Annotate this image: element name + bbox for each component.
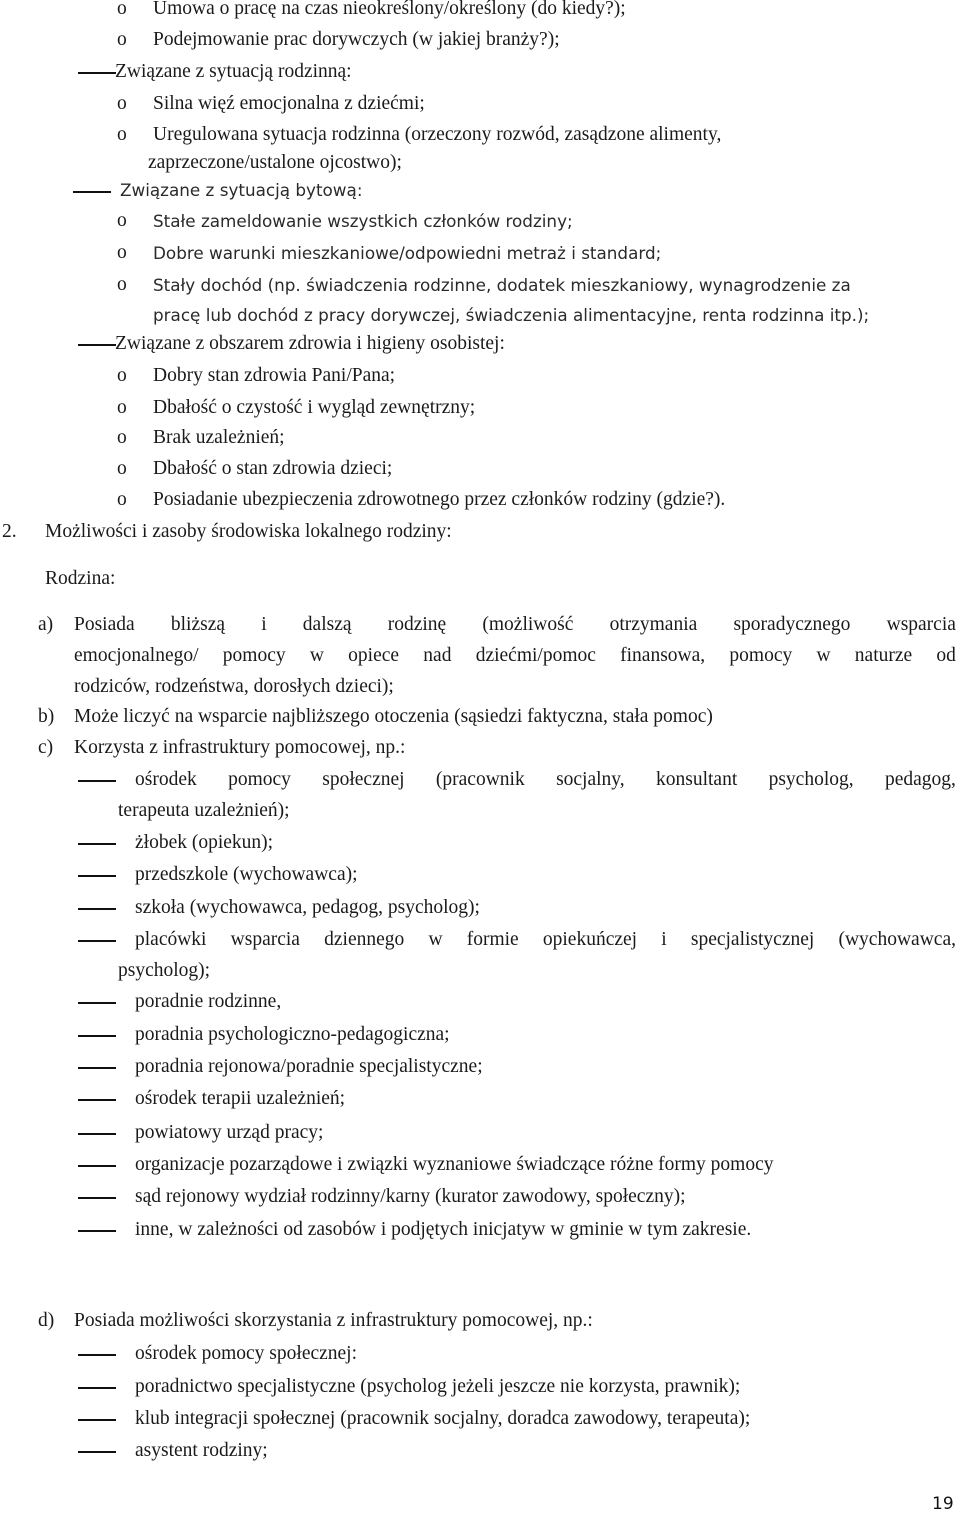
- bullet-circle: o: [117, 489, 127, 510]
- text-line: emocjonalnego/ pomocy w opiece nad dziećmi/pomoc finansowa, pomocy w naturze od: [74, 645, 956, 666]
- list-marker-b: b): [38, 706, 55, 727]
- text-line: Posiada bliższą i dalszą rodzinę (możliwość otrzymania sporadycznego wsparcia: [74, 614, 956, 635]
- text-line: Stałe zameldowanie wszystkich członków rodziny;: [153, 211, 573, 231]
- dash-bullet: [73, 191, 111, 193]
- dash-bullet: [78, 908, 116, 910]
- text-line: ośrodek pomocy społecznej:: [135, 1343, 358, 1364]
- dash-bullet: [78, 940, 116, 942]
- dash-bullet: [78, 72, 116, 74]
- text-line: powiatowy urząd pracy;: [135, 1122, 324, 1143]
- section-title: Możliwości i zasoby środowiska lokalnego rodziny:: [45, 521, 452, 542]
- text-line: terapeuta uzależnień);: [118, 800, 290, 821]
- bullet-circle: o: [117, 427, 127, 448]
- text-line: Umowa o pracę na czas nieokreślony/określony (do kiedy?);: [153, 0, 626, 19]
- text-line: Dbałość o stan zdrowia dzieci;: [153, 458, 393, 479]
- text-line: pracę lub dochód z pracy dorywczej, świadczenia alimentacyjne, renta rodzinna itp.);: [153, 305, 870, 325]
- section-heading: Związane z sytuacją bytową:: [120, 180, 363, 200]
- text-line: Uregulowana sytuacja rodzinna (orzeczony rozwód, zasądzone alimenty,: [153, 124, 722, 145]
- dash-bullet: [78, 1451, 116, 1453]
- text-line: poradnie rodzinne,: [135, 991, 282, 1012]
- bullet-circle: o: [117, 458, 127, 479]
- text-line: poradnia rejonowa/poradnie specjalistyczne;: [135, 1056, 483, 1077]
- bullet-circle: o: [117, 365, 127, 386]
- section-heading: Związane z obszarem zdrowia i higieny osobistej:: [115, 333, 505, 354]
- text-line: Dobry stan zdrowia Pani/Pana;: [153, 365, 396, 386]
- text-line: poradnia psychologiczno-pedagogiczna;: [135, 1024, 450, 1045]
- dash-bullet: [78, 843, 116, 845]
- dash-bullet: [78, 1230, 116, 1232]
- dash-bullet: [78, 875, 116, 877]
- text-line: psycholog);: [118, 960, 211, 981]
- text-line: placówki wsparcia dziennego w formie opiekuńczej i specjalistycznej (wychowawca,: [135, 929, 956, 950]
- text-line: Posiadanie ubezpieczenia zdrowotnego przez członków rodziny (gdzie?).: [153, 489, 726, 510]
- list-marker-d: d): [38, 1310, 55, 1331]
- dash-bullet: [78, 1165, 116, 1167]
- bullet-circle: o: [117, 210, 127, 231]
- text-line: zaprzeczone/ustalone ojcostwo);: [148, 152, 402, 173]
- dash-bullet: [78, 1387, 116, 1389]
- bullet-circle: o: [117, 397, 127, 418]
- dash-bullet: [78, 344, 116, 346]
- bullet-circle: o: [117, 29, 127, 50]
- dash-bullet: [78, 1002, 116, 1004]
- text-line: Korzysta z infrastruktury pomocowej, np.:: [74, 737, 406, 758]
- text-line: Może liczyć na wsparcie najbliższego otoczenia (sąsiedzi faktyczna, stała pomoc): [74, 706, 713, 727]
- text-line: asystent rodziny;: [135, 1440, 268, 1461]
- dash-bullet: [78, 1035, 116, 1037]
- text-line: Posiada możliwości skorzystania z infrastruktury pomocowej, np.:: [74, 1310, 593, 1331]
- list-marker-a: a): [38, 614, 54, 635]
- text-line: szkoła (wychowawca, pedagog, psycholog);: [135, 897, 480, 918]
- dash-bullet: [78, 1133, 116, 1135]
- text-line: przedszkole (wychowawca);: [135, 864, 358, 885]
- text-line: inne, w zależności od zasobów i podjętych inicjatyw w gminie w tym zakresie.: [135, 1219, 752, 1240]
- bullet-circle: o: [117, 242, 127, 263]
- text-line: Brak uzależnień;: [153, 427, 285, 448]
- text-line: ośrodek terapii uzależnień;: [135, 1088, 346, 1109]
- text-line: żłobek (opiekun);: [135, 832, 274, 853]
- list-marker-c: c): [38, 737, 54, 758]
- text-line: klub integracji społecznej (pracownik socjalny, doradca zawodowy, terapeuta);: [135, 1408, 751, 1429]
- section-number: 2.: [2, 521, 17, 542]
- text-line: Dbałość o czystość i wygląd zewnętrzny;: [153, 397, 476, 418]
- dash-bullet: [78, 1067, 116, 1069]
- dash-bullet: [78, 780, 116, 782]
- bullet-circle: o: [117, 0, 127, 19]
- bullet-circle: o: [117, 274, 127, 295]
- subsection-label: Rodzina:: [45, 568, 116, 589]
- text-line: Dobre warunki mieszkaniowe/odpowiedni metraż i standard;: [153, 243, 662, 263]
- bullet-circle: o: [117, 93, 127, 114]
- text-line: poradnictwo specjalistyczne (psycholog jeżeli jeszcze nie korzysta, prawnik);: [135, 1376, 741, 1397]
- text-line: organizacje pozarządowe i związki wyznaniowe świadczące różne formy pomocy: [135, 1154, 774, 1175]
- text-line: sąd rejonowy wydział rodzinny/karny (kurator zawodowy, społeczny);: [135, 1186, 686, 1207]
- text-line: Silna więź emocjonalna z dziećmi;: [153, 93, 425, 114]
- dash-bullet: [78, 1354, 116, 1356]
- text-line: Stały dochód (np. świadczenia rodzinne, dodatek mieszkaniowy, wynagrodzenie za: [153, 275, 851, 295]
- text-line: Podejmowanie prac dorywczych (w jakiej branży?);: [153, 29, 560, 50]
- bullet-circle: o: [117, 124, 127, 145]
- text-line: ośrodek pomocy społecznej (pracownik socjalny, konsultant psycholog, pedagog,: [135, 769, 956, 790]
- dash-bullet: [78, 1197, 116, 1199]
- page-number: 19: [932, 1494, 954, 1514]
- text-line: rodziców, rodzeństwa, dorosłych dzieci);: [74, 676, 394, 697]
- dash-bullet: [78, 1419, 116, 1421]
- section-heading: Związane z sytuacją rodzinną:: [115, 61, 352, 82]
- dash-bullet: [78, 1099, 116, 1101]
